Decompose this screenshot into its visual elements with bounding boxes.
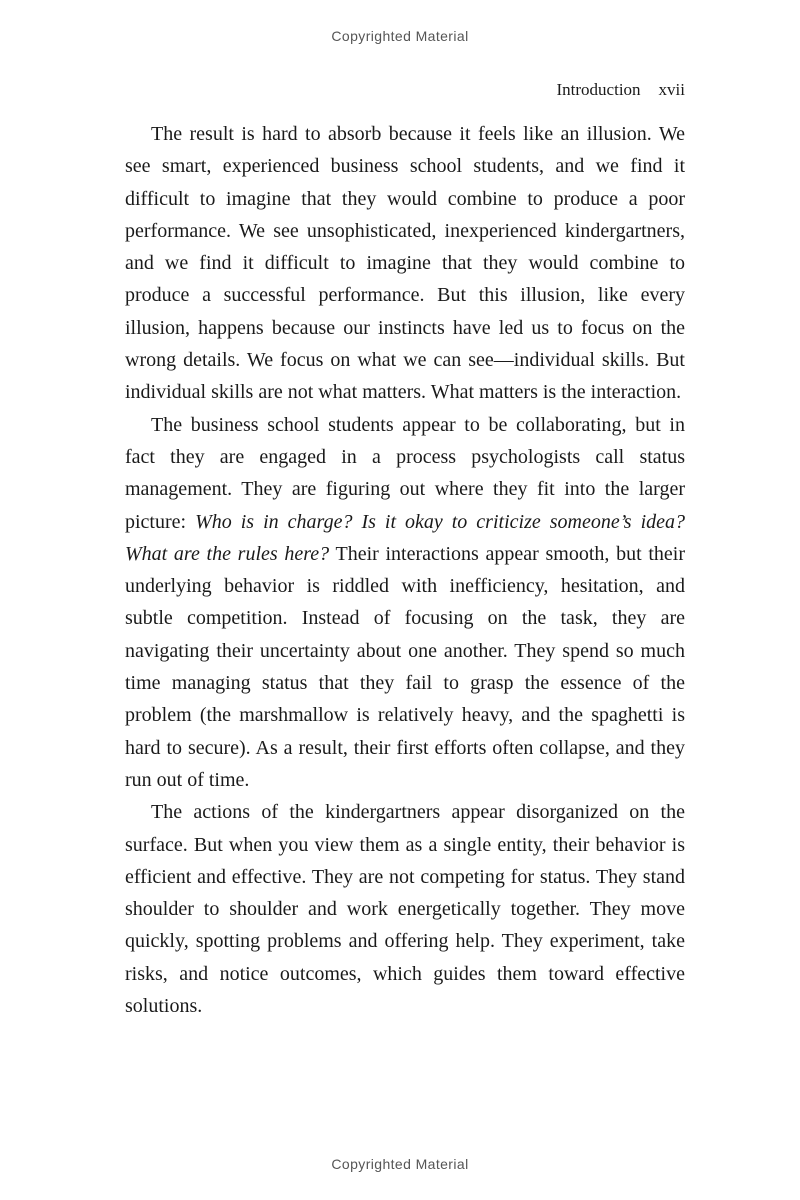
text-segment: The actions of the kindergartners appear disorganized on the surface. But when you view them as a single entity, their behavior is efficient and effective. They are not competing for status. They stand shoulder to shoulder and work energetically together. They move quickly, spotting problems and offering help. They experiment, take risks, and notice outcomes, which guides them toward effective solutions. [125, 801, 685, 1018]
running-header [125, 80, 685, 100]
paragraph [125, 118, 685, 409]
italic-text-segment: Who is in charge? Is it okay to criticize someone’s idea? What are the rules here? [125, 510, 686, 565]
text-segment: Their interactions appear smooth, but their underlying behavior is riddled with inefficiency, hesitation, and subtle competition. Instead of focusing on the task, they are navigating their uncertainty about one another. They spend so much time managing status that they fail to grasp the essence of the problem (the marshmallow is relatively heavy, and the spaghetti is hard to secure). As a result, their first efforts often collapse, and they run out of time. [125, 542, 685, 791]
paragraph [125, 409, 685, 797]
chapter-title: Introduction [556, 80, 641, 99]
paragraph [125, 796, 685, 1022]
text-segment: The business school students appear to be collaborating, but in fact they are engaged in a process psychologists call status management. They are figuring out where they fit into the larger picture: [125, 413, 685, 533]
page-number: xvii [658, 80, 685, 99]
copyright-notice-top: Copyrighted Material [331, 28, 469, 44]
copyright-notice-bottom: Copyrighted Material [331, 1156, 469, 1172]
body-text [125, 118, 685, 1022]
text-segment: The result is hard to absorb because it feels like an illusion. We see smart, experienced business school students, and we find it difficult to imagine that they would combine to produce a poor performance. We see unsophisticated, inexperienced kindergartners, and we find it difficult to imagine that they would combine to produce a successful performance. But this illusion, like every illusion, happens because our instincts have led us to focus on the wrong details. We focus on what we can see—individual skills. But individual skills are not what matters. What matters is the interaction. [125, 123, 685, 404]
